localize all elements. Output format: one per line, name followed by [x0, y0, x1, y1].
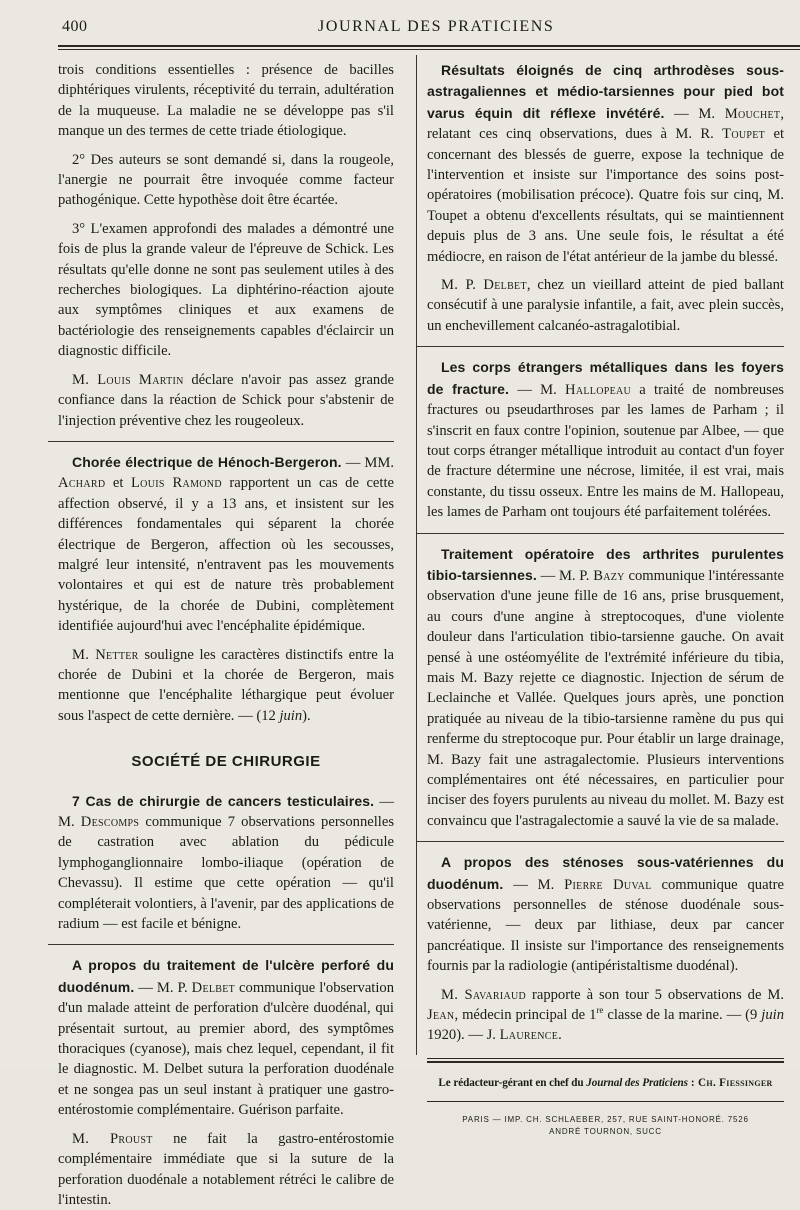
- article-title: A propos des sténoses sous-vatériennes du duodénum.: [427, 854, 784, 892]
- article-text: rapportent un cas de cette affection observé, il y a 13 ans, et insistent sur les différences fondamentales qui séparent la chorée électrique de Bergeron, affection où les secousses, malgré leur intensité, n'entravent pas les mouvements volontaires et qui est de nature très probablement hystérique, de la chorée de Dubini, complètement identifiée aujourd'hui avec l'encéphalite épidémique.: [58, 475, 394, 635]
- header-rule-thin: [58, 49, 800, 50]
- footer-rule-thick: [427, 1061, 784, 1063]
- page-header: [0, 18, 800, 44]
- editor-name: : Ch. Fiessinger: [687, 1076, 773, 1089]
- article-ulcer: [58, 955, 394, 1120]
- section-divider: [417, 841, 784, 842]
- paragraph-text: classe de la marine. — (9: [603, 1007, 762, 1024]
- paragraph-text: rapporte à son tour 5 observations de M.: [526, 986, 784, 1003]
- paragraph-text: souligne les caractères distinctifs entre la chorée de Dubini et la chorée de Bergeron, mais mentionne que l'encéphalite léthargique peut évoluer sous l'aspect de cette dernière. — (12: [58, 646, 394, 724]
- author-name: Toupet: [722, 126, 766, 143]
- title-dash: — M.: [58, 793, 394, 830]
- article-text: , relatant ces cinq observations, dues à M. R.: [427, 105, 784, 143]
- article-chorea: [58, 452, 394, 637]
- paragraph-text: ne fait la gastro-entérostomie complémentaire immédiate que si la suture de la perforation duodénale a notablement rétréci le calibre de l'intestin.: [58, 1130, 395, 1208]
- author-name: Jean: [427, 1007, 455, 1024]
- article-cancer: [58, 791, 394, 935]
- title-dash: — M.: [509, 381, 566, 398]
- article-text: communique l'intéressante observation d'une jeune fille de 16 ans, prise brusquement, au cours d'une angine à streptocoques, d'une violente douleur dans l'articulation tibio-tarsienne gauche. On avait pensé à une ostéomyélite de l'extrémité inférieure du tibia, mais M. Bazy rejette ce diagnostic. Injection de sérum de Leclainche et Vallée. Quelques jours après, une ponction pratiquée au niveau de la tibio-tarsienne ramène du pus qui renferme du streptocoque pur. Pour établir un large drainage, M. Bazy fait une astragalectomie. Plusieurs interventions complémentaires ont été nécessaires, en particulier pour inciser des foyers purulents au niveau du mollet. M. Bazy est convaincu que l'astragalectomie a sauvé la vie de sa malade.: [427, 567, 784, 829]
- title-dash: — MM.: [341, 454, 395, 471]
- paragraph-proust: [58, 1129, 394, 1210]
- article-text: et concernant des blessés de guerre, expose la technique de l'intervention et insiste sur l'importance des soins post-opératoires (mobilisation précoce). Quatre fois sur cinq, M. Toupet a obtenu d'excellents résultats, qui se maintiennent depuis plus de 3 ans. Une seule fois, le résultat a été médiocre, en raison de l'état antérieur de la jambe du blessé.: [427, 126, 784, 265]
- article-text: communique 7 observations personnelles de castration avec ablation du pédicule lymphoganglionnaire lombo-iliaque (opération de Chevassu). Il estime que cette opération — qu'il compléterait volontiers, à l'avenir, par des applications de radium — est facile et bénigne.: [58, 814, 394, 933]
- date-text: juin: [761, 1007, 784, 1024]
- paragraph-end: ).: [302, 707, 311, 724]
- article-title: A propos du traitement de l'ulcère perforé du duodénum.: [58, 957, 394, 995]
- journal-name: Journal des Praticiens: [586, 1076, 688, 1089]
- footer-rule: [427, 1058, 784, 1059]
- date-text: juin: [279, 707, 303, 724]
- article-text: communique quatre observations personnelles de sténose duodénale sous-vatérienne, — deux par lithiase, deux par cancer pancréatique. Il insiste sur l'importance des renseignements fournis par la radiologie (antipéristaltisme duodénal).: [427, 876, 784, 975]
- printer-rule: [427, 1101, 784, 1102]
- author-name: M. Louis Martin: [72, 371, 184, 388]
- article-stenosis: [427, 852, 784, 976]
- article-text: communique l'observation d'un malade atteint de perforation d'ulcère duodénal, qui présentait surtout, au premier abord, des symptômes thoraciques (cyanose), mais chez lequel, cependant, il fit le diagnostic. M. Delbet sutura la perforation duodénale et ne songea pas un seul instant à pratiquer une gastro-entérostomie complémentaire. Guérison parfaite.: [58, 979, 394, 1119]
- section-divider: [417, 346, 784, 347]
- article-title: 7 Cas de chirurgie de cancers testiculaires.: [72, 792, 375, 809]
- author-name: Laurence: [499, 1027, 559, 1044]
- author-name: Hallopeau: [565, 381, 632, 398]
- section-divider: [48, 441, 394, 442]
- running-title: JOURNAL DES PRATICIENS: [318, 18, 555, 35]
- paragraph-text: , médecin principal de 1: [454, 1007, 597, 1024]
- right-column: [427, 60, 784, 1138]
- conjunction: et: [105, 475, 131, 492]
- author-name: Louis Ramond: [130, 475, 222, 492]
- article-title: Traitement opératoire des arthrites purulentes tibio-tarsiennes.: [427, 545, 784, 583]
- ordinal-superscript: re: [596, 1005, 604, 1016]
- paragraph-text: déclare n'avoir pas assez grande confiance dans la réaction de Schick pour s'abstenir de l'injection préventive chez les rougeoleux.: [58, 371, 394, 429]
- title-dash: — M. P.: [536, 567, 594, 584]
- title-dash: — M.: [664, 105, 725, 122]
- author-name: Bazy: [593, 567, 625, 584]
- paragraph-end: .: [558, 1027, 562, 1044]
- article-title: Résultats éloignés de cinq arthrodèses sous-astragaliennes et médio-tarsiennes pour pied bot varus équin dit réflexe invétéré.: [427, 62, 784, 121]
- paragraph-schick: 3° L'examen approfondi des malades a démontré une fois de plus la grande valeur de l'épreuve de Schick. Les résultats qu'elle donne ne sont pas seulement utiles à des recherches biologiques. La diphtérino-réaction ajoute aux symptômes cliniques et aux examens de bactériologie des renseignements capables d'éclaircir un diagnostic difficile.: [58, 220, 394, 360]
- printer-successor: ANDRÉ TOURNON, SUCC: [549, 1127, 662, 1137]
- paragraph-rougeole: 2° Des auteurs se sont demandé si, dans la rougeole, l'anergie ne pourrait être invoquée comme facteur pathogénique. Cette hypothèse doit être écartée.: [58, 151, 394, 209]
- paragraph-text: , chez un vieillard atteint de pied ballant consécutif à une paralysie infantile, a fait, avec plein succès, un enchevillement calcanéo-astragalotibial.: [427, 277, 784, 334]
- article-title: Chorée électrique de Hénoch-Bergeron.: [72, 453, 342, 470]
- paragraph-netter: [58, 645, 394, 727]
- author-name: Achard: [58, 475, 106, 492]
- author-name: M. Proust: [72, 1130, 153, 1147]
- paragraph-p-delbet: [427, 275, 784, 336]
- paragraph-louis-martin: [58, 370, 394, 431]
- author-name: M. P. Delbet: [441, 277, 527, 294]
- author-name: Delbet: [191, 979, 236, 996]
- header-rule: [58, 45, 800, 47]
- paragraph-text: 1920). — J.: [427, 1027, 500, 1044]
- column-divider: [416, 55, 417, 1055]
- paragraph-savariaud: [427, 985, 784, 1046]
- article-foreign-bodies: [427, 357, 784, 522]
- printer-imprint: [427, 1114, 784, 1138]
- page-number: 400: [62, 18, 88, 35]
- author-name: M. Savariaud: [441, 986, 527, 1003]
- society-heading: SOCIÉTÉ DE CHIRURGIE: [131, 753, 321, 771]
- article-arthritis: [427, 544, 784, 832]
- section-divider: [48, 944, 394, 945]
- author-name: Mouchet: [724, 105, 781, 122]
- paragraph-conditions: trois conditions essentielles : présence de bacilles diphtériques virulents, réceptivité du terrain, adultération de la muqueuse. La maladie ne se développe pas s'il manque un des termes de cette triade étiologique.: [58, 62, 394, 140]
- left-column: [58, 60, 394, 1210]
- editor-prefix: Le rédacteur-gérant en chef du: [438, 1076, 587, 1089]
- article-title: Les corps étrangers métalliques dans les foyers de fracture.: [427, 359, 784, 397]
- section-divider: [417, 533, 784, 534]
- author-name: M. Netter: [72, 646, 139, 663]
- title-dash: — M. P.: [134, 979, 192, 996]
- editor-line: [427, 1073, 784, 1093]
- article-arthrodeses: [427, 60, 784, 267]
- title-dash: — M.: [503, 876, 565, 893]
- printer-line: PARIS — IMP. CH. SCHLAEBER, 257, RUE SAINT-HONORÉ. 7526: [462, 1115, 749, 1125]
- article-text: a traité de nombreuses fractures ou pseudarthroses par les lames de Parham ; il s'inscrit en faux contre l'opinion, soutenue par Albee, — que tout corps étranger métallique introduit au contact d'un foyer de fracture détermine une nécrose, limitée, il est vrai, mais constante, du tissu osseux. Entre les mains de M. Hallopeau, les lames de Parham ont toujours été parfaitement tolérées.: [427, 381, 784, 521]
- author-name: Descomps: [80, 814, 140, 830]
- author-name: Pierre Duval: [564, 876, 652, 893]
